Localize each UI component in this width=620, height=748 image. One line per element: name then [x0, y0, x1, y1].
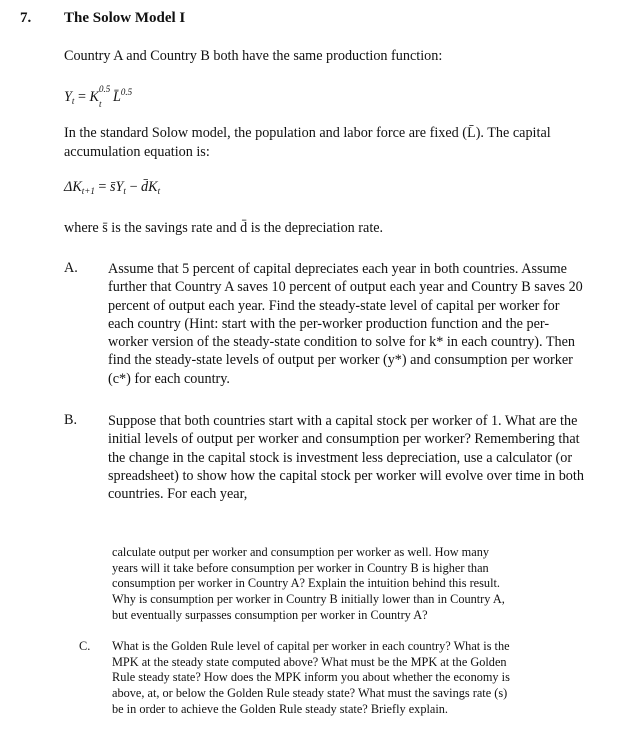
equals-sign: = [94, 179, 110, 195]
minus-sign: − [125, 179, 142, 195]
depreciation-term: d̄K [141, 179, 158, 195]
part-b-label: B. [64, 412, 78, 428]
depreciation-subscript: t [157, 186, 161, 196]
labor-symbol: L̄ [112, 89, 121, 105]
delta-subscript: t+1 [81, 186, 95, 196]
output-symbol: Y [64, 89, 72, 105]
intro-text: Country A and Country B both have the same production function: [64, 48, 443, 64]
labor-exponent: 0.5 [120, 87, 133, 97]
delta-capital: ΔK [64, 179, 82, 195]
where-text: where s̄ is the savings rate and d̄ is the depreciation rate. [64, 220, 384, 236]
capital-exponent: 0.5 [98, 84, 111, 94]
standard-model-text: In the standard Solow model, the population and labor force are fixed (L̄). The capital accumulation equation is: [64, 125, 551, 160]
question-number: 7. [20, 10, 32, 26]
equals-sign: = [74, 89, 90, 105]
part-c-text: What is the Golden Rule level of capital per worker in each country? What is the MPK at the steady state computed above? What must be the MPK at the Golden Rule steady state? How does the MPK inform you about whether the economy is above, at, or below the Golden Rule steady state? What must the savings rate (s) be in order to achieve the Golden Rule steady state? Briefly explain. [112, 639, 510, 716]
savings-term: s̄Y [109, 179, 124, 195]
savings-subscript: t [123, 186, 126, 196]
part-b-continued: calculate output per worker and consumption per worker as well. How many years will it take before consumption per worker in Country B is higher than consumption per worker in Country A? Explain the intuition behind this result. Why is consumption per worker in Country B initially lower than in Country A, but eventually surpasses consumption per worker in Country A? [112, 545, 505, 622]
part-b-text: Suppose that both countries start with a capital stock per worker of 1. What are the initial levels of output per worker and consumption per worker? Remembering that the change in the capital stock is investment less depreciation, use a calculator (or spreadsheet) to show how the capital stock per worker will evolve over time in both countries. For each year, [108, 413, 584, 503]
question-title: The Solow Model I [64, 10, 186, 26]
part-a-label: A. [64, 260, 78, 276]
production-function [64, 83, 584, 111]
output-subscript: t [71, 96, 75, 106]
capital-symbol: K [89, 89, 99, 105]
part-c-label: C. [79, 639, 91, 653]
capital-subscript: t [98, 99, 102, 109]
capital-equation [64, 178, 584, 201]
part-a-text: Assume that 5 percent of capital depreciates each year in both countries. Assume further that Country A saves 10 percent of output each year and Country B saves 20 percent of output each year. Find the steady-state level of capital per worker for each country (Hint: start with the per-worker production function and the per-worker version of the steady-state condition to solve for k* in each country). Then find the steady-state levels of output per worker (y*) and consumption per worker (c*) for each country. [108, 261, 583, 387]
